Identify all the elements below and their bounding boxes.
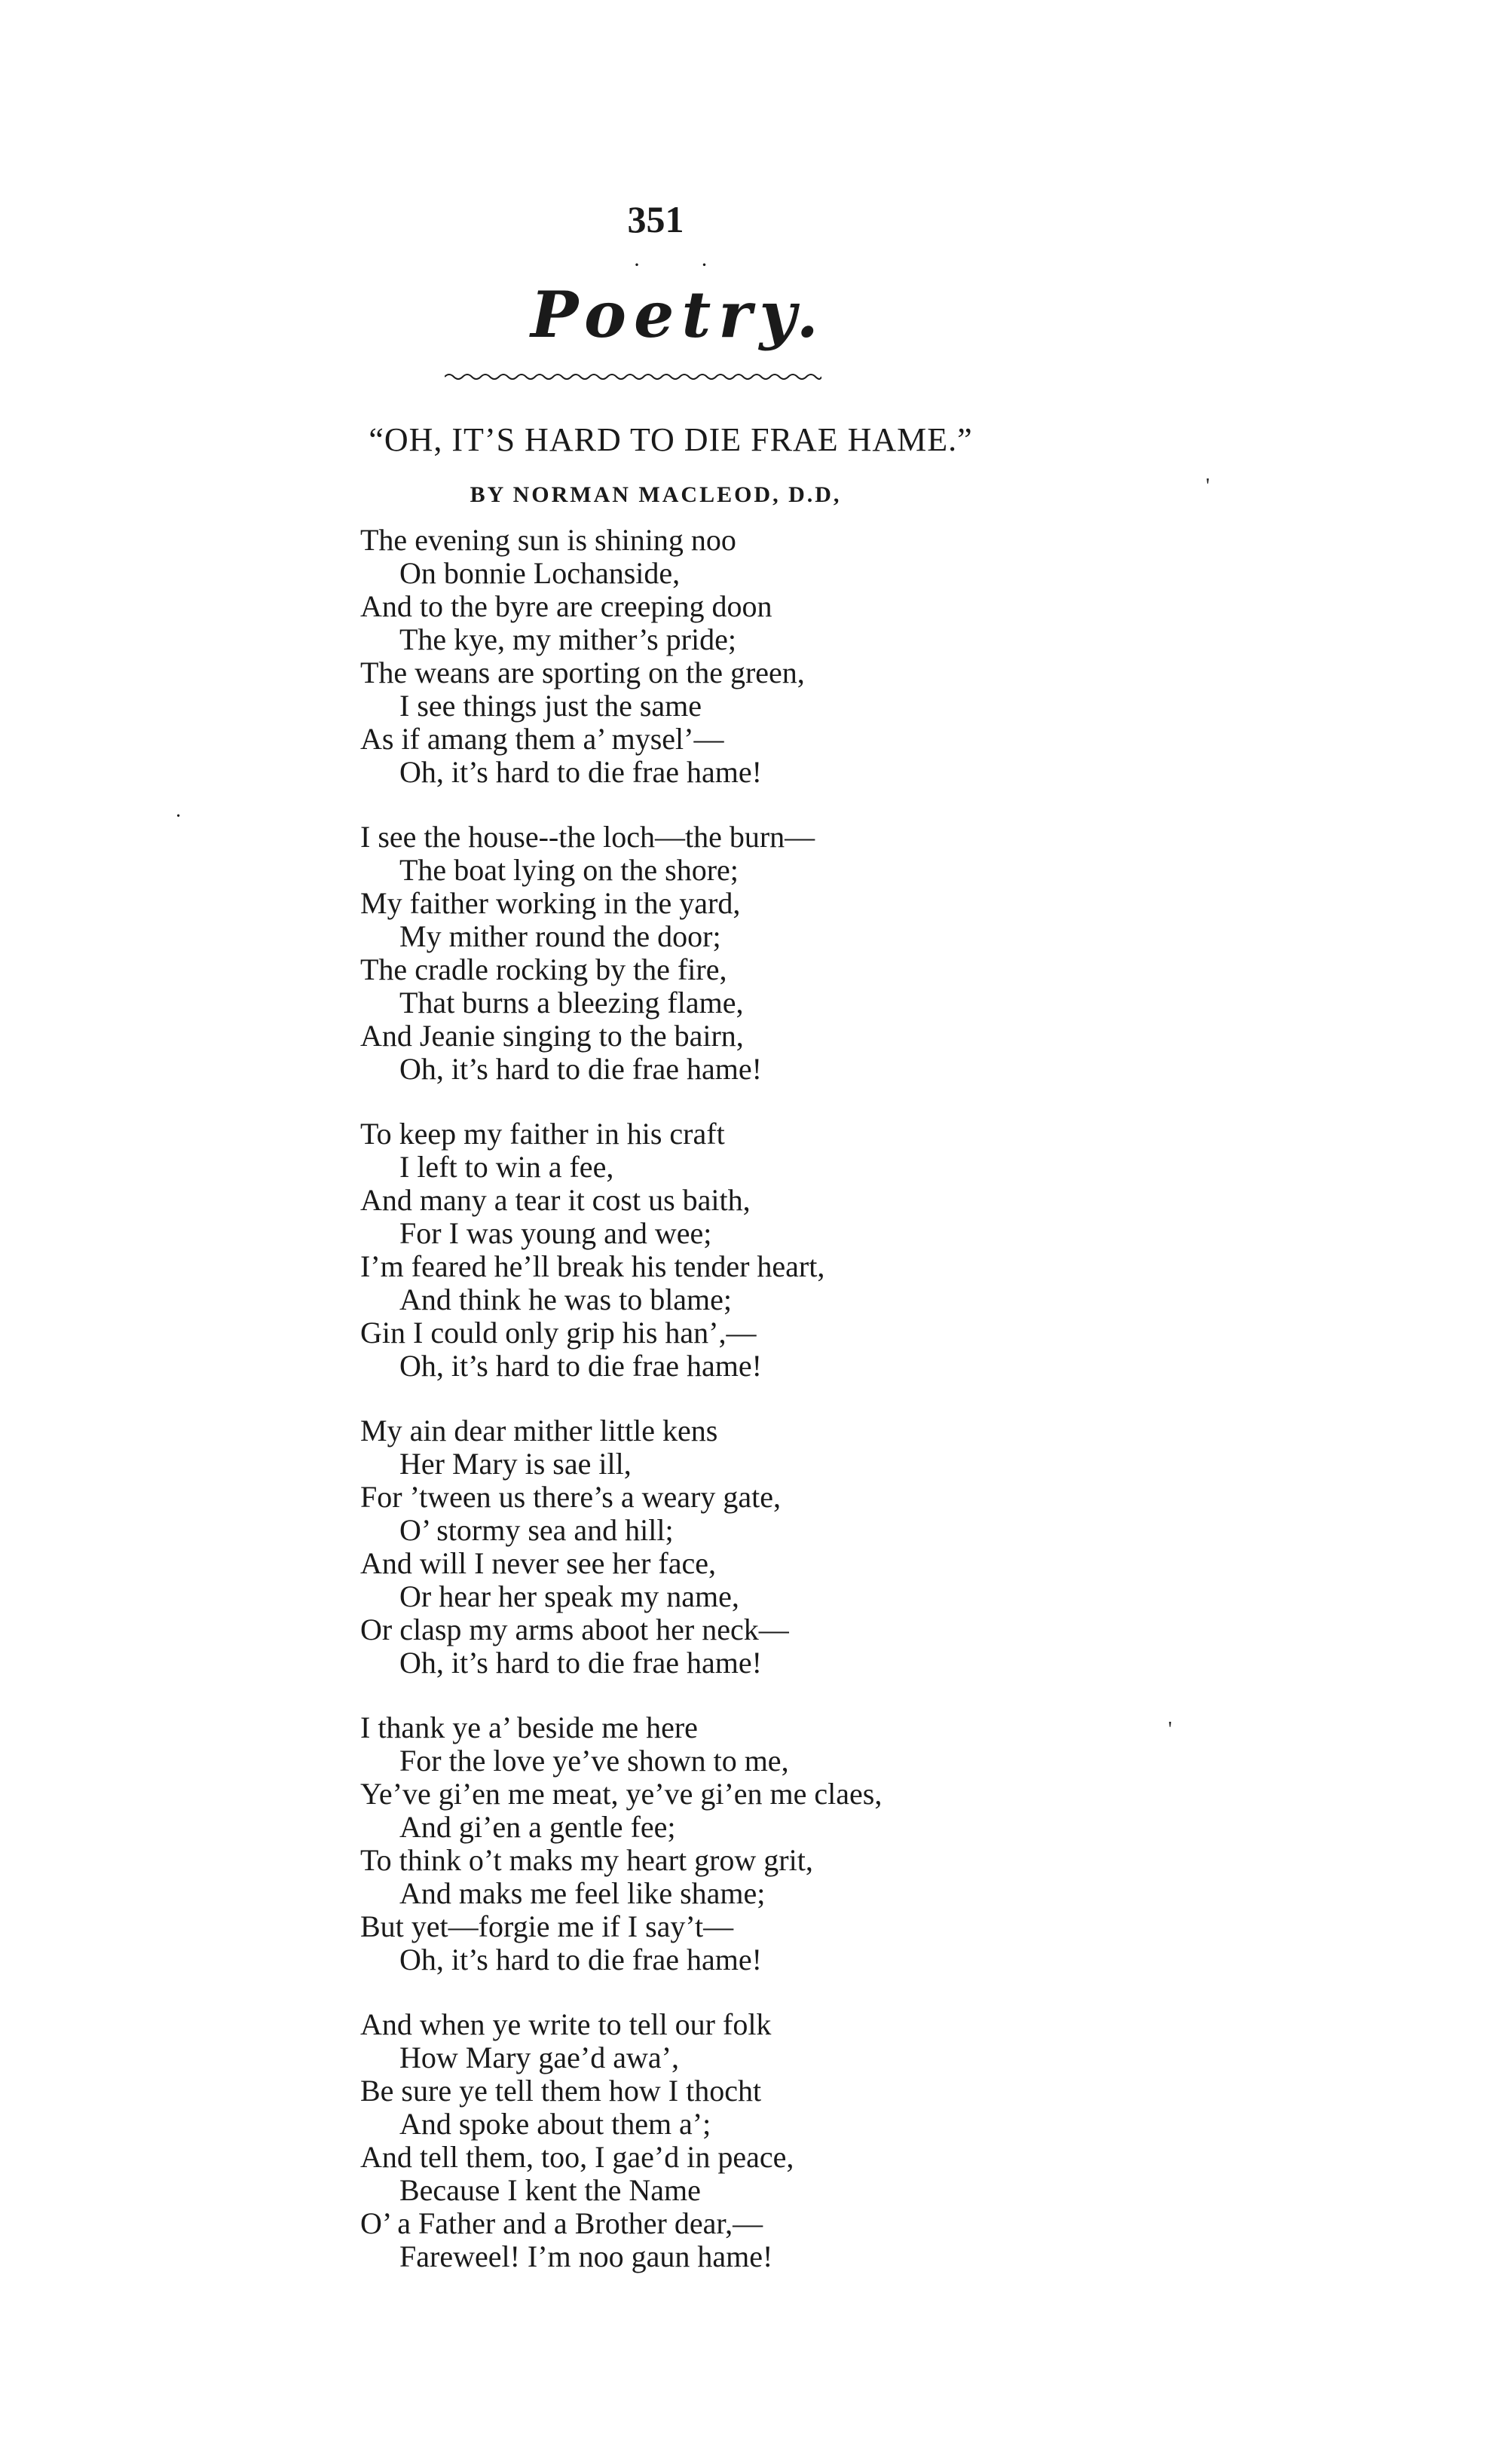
poem-line: Fareweel! I’m noo gaun hame!	[399, 2239, 773, 2273]
poem-line: That burns a bleezing flame,	[399, 986, 744, 1020]
wavy-rule	[445, 371, 821, 383]
stanza	[360, 821, 1189, 1086]
poem-line: And will I never see her face,	[360, 1546, 716, 1580]
poem-line: I left to win a fee,	[399, 1150, 614, 1184]
poem-line: And tell them, too, I gae’d in peace,	[360, 2140, 794, 2174]
ornament-dots: · ·	[633, 252, 736, 277]
poem-line: And gi’en a gentle fee;	[399, 1810, 676, 1844]
stanza	[360, 524, 1189, 789]
poem-line: And think he was to blame;	[399, 1282, 733, 1316]
poem-line: For I was young and wee;	[399, 1216, 712, 1250]
poem-line: For ’tween us there’s a weary gate,	[360, 1480, 781, 1514]
page-number: 351	[627, 198, 684, 240]
poem-line: The evening sun is shining noo	[360, 523, 736, 557]
poem-line: The boat lying on the shore;	[399, 853, 739, 887]
poem-line: On bonnie Lochanside,	[399, 556, 681, 590]
stanza	[360, 2008, 1189, 2273]
section-heading: Poetry.	[531, 277, 826, 352]
poem-line: And to the byre are creeping doon	[360, 589, 772, 623]
byline: BY NORMAN MACLEOD, D.D,	[470, 482, 842, 507]
poem-line: O’ a Father and a Brother dear,—	[360, 2206, 763, 2240]
poem-line: O’ stormy sea and hill;	[399, 1513, 674, 1547]
poem-line: Oh, it’s hard to die frae hame!	[399, 1646, 762, 1680]
poem-line: As if amang them a’ mysel’—	[360, 722, 724, 756]
poem-line: How Mary gae’d awa’,	[399, 2041, 679, 2074]
poem-line: But yet—forgie me if I say’t—	[360, 1909, 734, 1943]
poem-line: The weans are sporting on the green,	[360, 656, 805, 689]
poem-line: The cradle rocking by the fire,	[360, 952, 727, 986]
poem-line: I thank ye a’ beside me here	[360, 1710, 698, 1744]
poem-line: And maks me feel like shame;	[399, 1876, 766, 1910]
poem-line: Oh, it’s hard to die frae hame!	[399, 755, 762, 789]
poem-line: And many a tear it cost us baith,	[360, 1183, 751, 1217]
poem-line: The kye, my mither’s pride;	[399, 622, 736, 656]
poem-line: My mither round the door;	[399, 919, 721, 953]
poem-line: My ain dear mither little kens	[360, 1414, 718, 1448]
poem-line: Oh, it’s hard to die frae hame!	[399, 1052, 762, 1086]
poem-line: To think o’t maks my heart grow grit,	[360, 1843, 813, 1877]
poem-line: For the love ye’ve shown to me,	[399, 1744, 789, 1778]
poem-line: Her Mary is sae ill,	[399, 1447, 632, 1481]
poem-line: My faither working in the yard,	[360, 886, 741, 920]
poem-line: I see things just the same	[399, 689, 702, 723]
print-speck: '	[1206, 475, 1210, 498]
stanza	[360, 1414, 1189, 1680]
print-speck: ·	[175, 805, 182, 828]
poem-line: Or clasp my arms aboot her neck—	[360, 1613, 789, 1646]
poem-line: I’m feared he’ll break his tender heart,	[360, 1249, 825, 1283]
poem-line: Or hear her speak my name,	[399, 1579, 739, 1613]
poem-stanzas	[360, 524, 1189, 2305]
poem-line: Because I kent the Name	[399, 2173, 701, 2207]
poem-title: “OH, IT’S HARD TO DIE FRAE HAME.”	[369, 421, 973, 458]
poem-line: Oh, it’s hard to die frae hame!	[399, 1943, 762, 1976]
poem-line: To keep my faither in his craft	[360, 1117, 725, 1151]
stanza	[360, 1117, 1189, 1383]
poem-line: Gin I could only grip his han’,—	[360, 1316, 757, 1350]
poem-line: Ye’ve gi’en me meat, ye’ve gi’en me claes,	[360, 1777, 883, 1811]
poem-line: Oh, it’s hard to die frae hame!	[399, 1349, 762, 1383]
print-speck: '	[1168, 1718, 1173, 1741]
poem-line: Be sure ye tell them how I thocht	[360, 2074, 762, 2108]
poem-line: And spoke about them a’;	[399, 2107, 711, 2141]
stanza	[360, 1711, 1189, 1976]
poem-line: And Jeanie singing to the bairn,	[360, 1019, 744, 1053]
poem-line: And when ye write to tell our folk	[360, 2007, 772, 2041]
poem-line: I see the house--the loch—the burn—	[360, 820, 815, 854]
